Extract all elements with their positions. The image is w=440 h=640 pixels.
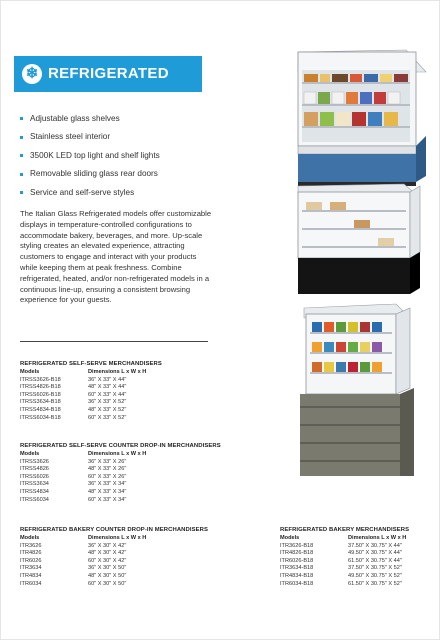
spec-table-title: REFRIGERATED SELF-SERVE MERCHANDISERS [20, 361, 162, 367]
table-row: ITR4826-B18 49.50" X 30.75" X 44" [280, 550, 402, 557]
table-row: ITRSS4834 48" X 33" X 34" [20, 488, 127, 495]
spec-table-header: Models Dimensions L x W x H [20, 451, 147, 457]
table-row: ITR6034-B18 61.50" X 30.75" X 52" [280, 580, 402, 587]
bullet-icon [20, 117, 23, 120]
table-row: ITRSS3634 36" X 33" X 34" [20, 481, 127, 488]
table-row: ITR4826 48" X 30" X 42" [20, 550, 127, 557]
description-paragraph: The Italian Glass Refrigerated models offer customizable displays in temperature-controlled configurations to accommodate bakery, beverages, and more. Up-scale styling creates an elevated experience, attracting customers to engage and interact with your products while keeping them at peak freshness. Combine refrigerated, heated, and/or non-refrigerated models in a continuous line-up, ensuring a consistent browsing experience for your guests. [20, 209, 212, 305]
table-row: ITRSS6034-B18 60" X 33" X 52" [20, 414, 127, 421]
bakery-case-image [300, 304, 414, 476]
feature-item: Service and self-serve styles [20, 184, 160, 202]
table-row: ITR3634 36" X 30" X 50" [20, 565, 127, 572]
bullet-icon [20, 191, 23, 194]
table-row: ITRSS4834-B18 48" X 33" X 52" [20, 406, 127, 413]
spec-table-title: REFRIGERATED SELF-SERVE COUNTER DROP-IN MERCHANDISERS [20, 443, 221, 449]
table-row: ITR6026 60" X 30" X 42" [20, 557, 127, 564]
spec-table-bakery-counter [20, 527, 208, 588]
table-row: ITRSS6034 60" X 33" X 34" [20, 496, 127, 503]
table-row: ITRSS4826-B18 48" X 33" X 44" [20, 384, 127, 391]
table-row: ITR6034 60" X 30" X 50" [20, 580, 127, 587]
counter-case-image [298, 184, 420, 294]
spec-table-bakery [280, 527, 409, 588]
table-row: ITRSS3626-B18 36" X 33" X 44" [20, 376, 127, 383]
feature-list [20, 110, 160, 202]
table-row: ITR3626 36" X 30" X 42" [20, 542, 127, 549]
self-serve-case-image [298, 50, 426, 186]
spec-table-title: REFRIGERATED BAKERY MERCHANDISERS [280, 527, 410, 533]
feature-item: Removable sliding glass rear doors [20, 165, 160, 183]
spec-table-header: Models Dimensions L x W x H [20, 369, 147, 375]
table-row: ITRSS3626 36" X 33" X 26" [20, 458, 127, 465]
bullet-icon [20, 173, 23, 176]
table-row: ITR3626-B18 37.50" X 30.75" X 44" [280, 542, 402, 549]
table-row: ITRSS6026 60" X 33" X 26" [20, 473, 127, 480]
divider [20, 341, 208, 342]
table-row: ITR6026-B18 61.50" X 30.75" X 44" [280, 557, 402, 564]
spec-table-header: Models Dimensions L x W x H [20, 535, 147, 541]
table-row: ITRSS6026-B18 60" X 33" X 44" [20, 391, 127, 398]
table-row: ITR4834 48" X 30" X 50" [20, 572, 127, 579]
snowflake-icon: ❄ [22, 64, 42, 84]
spec-table-title: REFRIGERATED BAKERY COUNTER DROP-IN MERCHANDISERS [20, 527, 209, 533]
table-row: ITRSS4826 48" X 33" X 26" [20, 466, 127, 473]
feature-item: Adjustable glass shelves [20, 110, 160, 128]
table-row: ITR3634-B18 37.50" X 30.75" X 52" [280, 565, 402, 572]
spec-table-header: Models Dimensions L x W x H [280, 535, 407, 541]
section-banner [14, 56, 202, 92]
table-row: ITR4834-B18 49.50" X 30.75" X 52" [280, 572, 402, 579]
bullet-icon [20, 154, 23, 157]
bullet-icon [20, 136, 23, 139]
feature-item: 3500K LED top light and shelf lights [20, 147, 160, 165]
spec-table-self-serve [20, 361, 162, 422]
table-row: ITRSS3634-B18 36" X 33" X 52" [20, 399, 127, 406]
section-title: REFRIGERATED [48, 65, 169, 82]
spec-table-counter-drop-in [20, 443, 221, 504]
feature-item: Stainless steel interior [20, 128, 160, 146]
product-images [286, 46, 436, 476]
